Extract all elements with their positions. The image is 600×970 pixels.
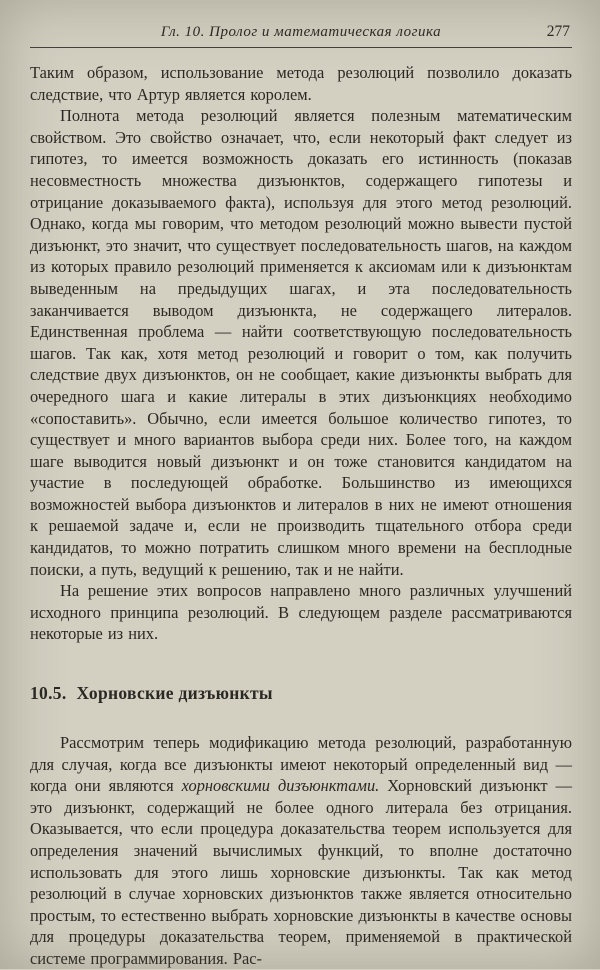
- chapter-title: Гл. 10. Пролог и математическая логика: [160, 24, 442, 40]
- header-rule: [30, 47, 572, 48]
- paragraph-horn-clauses: [30, 732, 572, 970]
- section-number: 10.5.: [30, 683, 67, 704]
- running-head: [30, 22, 572, 44]
- section-title: Хорновские дизъюнкты: [76, 683, 273, 704]
- section-heading: [30, 683, 572, 704]
- paragraph-improvements: На решение этих вопросов направлено много различных улучшений исходного принципа резолюций. В следующем разделе рассматриваются некоторые из них.: [30, 581, 572, 644]
- paragraph-conclusion: Таким образом, использование метода резолюций позволило доказать следствие, что Артур является королем.: [30, 63, 572, 104]
- paragraph-completeness: Полнота метода резолюций является полезным математическим свойством. Это свойство означает, что, если некоторый факт следует из гипотез, то имеется возможность доказать его истинность (показав несовместность множества дизъюнктов, содержащего гипотезы и отрицание доказываемого факта), используя для этого метод резолюций. Однако, когда мы говорим, что методом резолюций можно вывести пустой дизъюнкт, это значит, что существует последовательность шагов, на каждом из которых правило резолюций применяется к аксиомам или к дизъюнктам выведенным на предыдущих шагах, и эта последовательность заканчивается выводом дизъюнкта, не содержащего литералов. Единственная проблема — найти соответствующую последовательность шагов. Так как, хотя метод резолюций и говорит о том, как получить следствие двух дизъюнктов, он не сообщает, какие дизъюнкты выбрать для очередного шага и какие литералы в этих дизъюнкциях необходимо «сопоставить». Обычно, если имеется большое количество гипотез, то существует и много вариантов выбора среди них. Более того, на каждом шаге выводится новый дизъюнкт и он тоже становится кандидатом на участие в последующей обработке. Большинство из имеющихся возможностей выбора дизъюнктов и литералов в них не имеют отношения к решаемой задаче и, если не производить тщательного отбора среди кандидатов, то можно потратить слишком много времени на бесплодные поиски, а путь, ведущий к решению, так и не найти.: [30, 106, 572, 579]
- paragraph-horn-clauses-rest: Хорновский дизъюнкт — это дизъюнкт, содержащий не более одного литерала без отрицания. Оказывается, что если процедура доказательства теорем используется для определения значений вычислимых функций, то вполне достаточно использовать для этого лишь хорновские дизъюнкты. Так как метод резолюций в случае хорновских дизъюнктов также является относительно простым, то естественно выбрать хорновские дизъюнкты в качестве основы для процедуры доказательства теорем, применяемой в практической системе программирования. Рас-: [30, 776, 572, 968]
- page-number: 277: [546, 23, 570, 40]
- term-horn-clauses: хорновскими дизъюнктами.: [181, 776, 380, 796]
- paragraph-horn-clauses-lead: Рассмотрим теперь модификацию метода резолюций, разработанную для случая, когда все дизъюнкты имеют некоторый определенный вид — когда они являются: [30, 733, 572, 796]
